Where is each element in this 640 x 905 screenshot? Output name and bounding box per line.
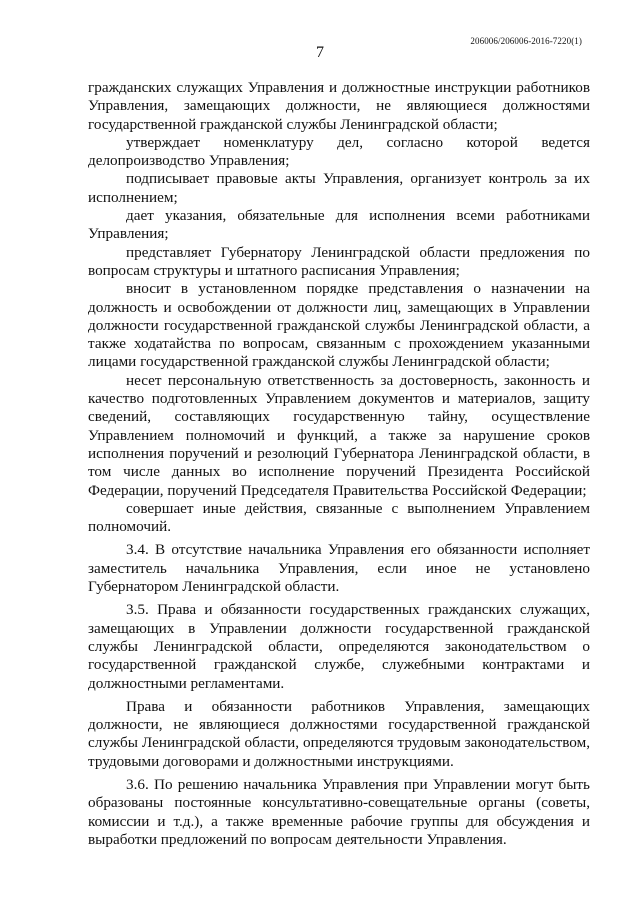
paragraph-3-5: 3.5. Права и обязанности государственных гражданских служащих, замещающих в Управлении должности государственной гражданской службы Ленинградской области, определяются законодательством о государственной гражданской службе, служебными контрактами и должностными регламентами. <box>88 601 590 692</box>
document-id: 206006/206006-2016-7220(1) <box>470 36 582 46</box>
paragraph-employee-rights: Права и обязанности работников Управления, замещающих должности, не являющиеся должностями государственной гражданской службы Ленинградской области, определяются трудовым законодательством, трудовыми договорами и должностными инструкциями. <box>88 697 590 770</box>
paragraph-approves-nomenclature: утверждает номенклатуру дел, согласно которой ведется делопроизводство Управления; <box>88 133 590 170</box>
paragraph-presents-proposals: представляет Губернатору Ленинградской области предложения по вопросам структуры и штатного расписания Управления; <box>88 243 590 279</box>
paragraph-3-4: 3.4. В отсутствие начальника Управления его обязанности исполняет заместитель начальника Управления, если иное не установлено Губернатором Ленинградской области. <box>88 541 590 596</box>
paragraph-bears-responsibility: несет персональную ответственность за достоверность, законность и качество подготовленных Управлением документов и материалов, защиту сведений, составляющих государственную тайну, осуществление Управлением полномочий и функций, а также за нарушение сроков исполнения поручений и резолюций Губернатора Ленинградской области, в том числе данных во исполнение поручений Президента Российской Федерации, поручений Председателя Правительства Российской Федерации; <box>88 371 590 499</box>
paragraph-3-6: 3.6. По решению начальника Управления при Управлении могут быть образованы постоянные консультативно-совещательные органы (советы, комиссии и т.д.), а также временные рабочие группы для обсуждения и выработки предложений по вопросам деятельности Управления. <box>88 775 590 848</box>
document-body <box>88 79 590 849</box>
paragraph-gives-instructions: дает указания, обязательные для исполнения всеми работниками Управления; <box>88 207 590 243</box>
page-number: 7 <box>316 44 324 61</box>
paragraph-continuation: гражданских служащих Управления и должностные инструкции работников Управления, замещающих должности, не являющиеся должностями государственной гражданской службы Ленинградской области; <box>88 79 590 133</box>
paragraph-submits-appointments: вносит в установленном порядке представления о назначении на должность и освобождении от должности лиц, замещающих в Управлении должности государственной гражданской службы Ленинградской области, а также ходатайства по вопросам, связанным с прохождением указанными лицами государственной гражданской службы Ленинградской области; <box>88 280 590 371</box>
paragraph-other-actions: совершает иные действия, связанные с выполнением Управлением полномочий. <box>88 499 590 536</box>
paragraph-signs-acts: подписывает правовые акты Управления, организует контроль за их исполнением; <box>88 170 590 206</box>
